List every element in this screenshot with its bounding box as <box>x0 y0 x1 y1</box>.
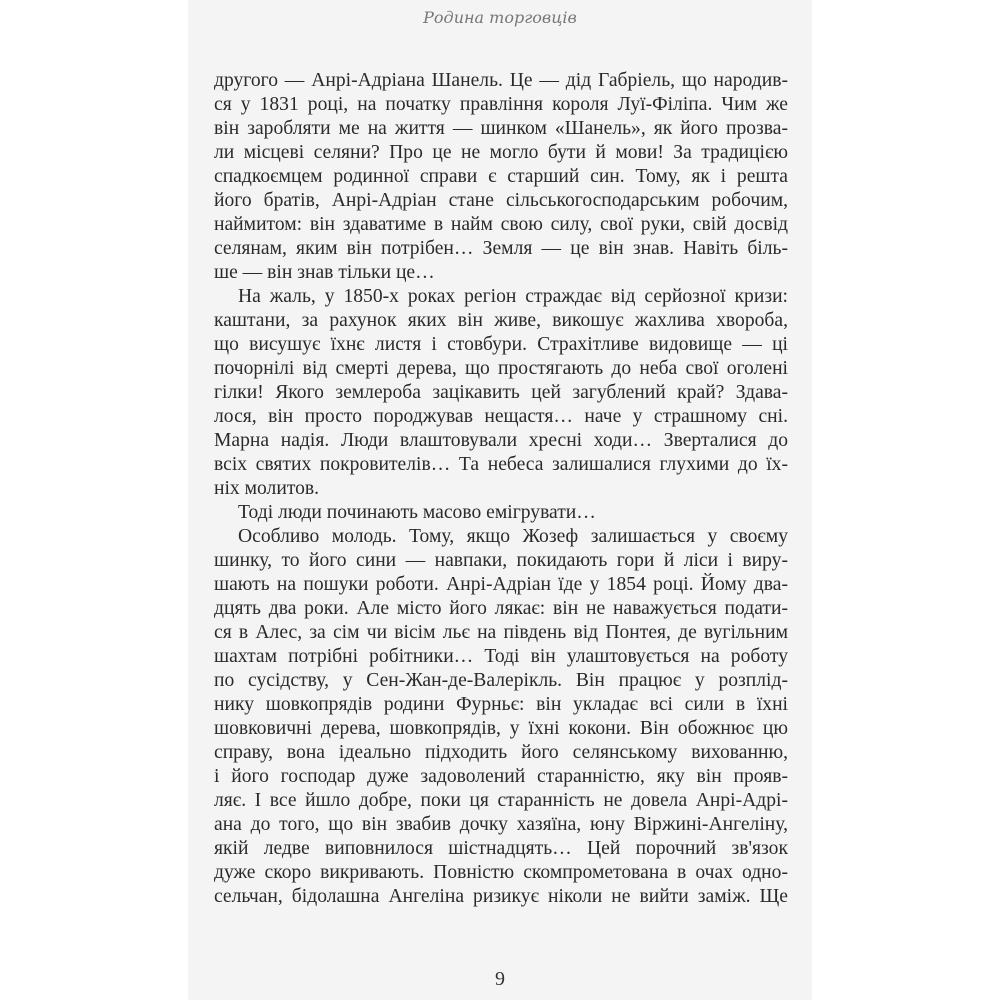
text-line: ана до того, що він звабив дочку хазяїна, юну Віржині-Ангеліну, <box>214 814 788 835</box>
text-line: справу, вона ідеально підходить його селянському вихованню, <box>214 742 788 763</box>
text-line: гілки! Якого землероба зацікавить цей загублений край? Здава- <box>214 382 788 403</box>
text-line: всіх святих покровителів… Та небеса залишалися глухими до їх- <box>214 454 788 475</box>
text-line: сельчан, бідолашна Ангеліна ризикує ніколи не вийти заміж. Ще <box>214 886 788 907</box>
text-line: ше — він знав тільки це… <box>214 262 435 283</box>
text-line: шовковичні дерева, шовкопрядів, у їхні кокони. Він обожнює цю <box>214 718 788 739</box>
text-line: другого — Анрі-Адріана Шанель. Це — дід Габріель, що народив- <box>214 70 788 91</box>
text-line: ся у 1831 році, на початку правління короля Луї-Філіпа. Чим же <box>214 94 788 115</box>
text-line: ся в Алес, за сім чи вісім льє на південь від Понтея, де вугільним <box>214 622 788 643</box>
text-line: селянам, яким він потрібен… Земля — це він знав. Навіть біль- <box>214 238 788 259</box>
text-line: шинку, то його сини — навпаки, покидають гори й ліси і виру- <box>214 550 788 571</box>
text-line: він заробляти ме на життя — шинком «Шанель», як його прозва- <box>214 118 788 139</box>
text-line: шають на пошуки роботи. Анрі-Адріан їде у 1854 році. Йому два- <box>214 574 788 595</box>
text-line: що висушує їхнє листя і стовбури. Страхітливе видовище — ці <box>214 334 788 355</box>
text-line: ли місцеві селяни? Про це не могло бути й мови! За традицією <box>214 142 788 163</box>
text-line: Особливо молодь. Тому, якщо Жозеф залишається у своєму <box>238 526 788 547</box>
text-line: його братів, Анрі-Адріан стане сільськогосподарським робочим, <box>214 190 788 211</box>
running-head: Родина торговців <box>423 8 577 27</box>
text-line: спадкоємцем родинної справи є старший син. Тому, як і решта <box>214 166 788 187</box>
text-line: і його господар дуже задоволений старанністю, яку він прояв- <box>214 766 788 787</box>
text-line: почорнілі від смерті дерева, що простягають до неба свої оголені <box>214 358 788 379</box>
text-line: нику шовкопрядів родини Фурньє: він укладає всі сили в їхні <box>214 694 788 715</box>
book-page <box>188 0 812 1000</box>
text-line: якій ледве виповнилося шістнадцять… Цей порочний зв'язок <box>214 838 788 859</box>
text-line: по сусідству, у Сен-Жан-де-Валерікль. Він працює у розплід- <box>214 670 788 691</box>
text-line: ляє. І все йшло добре, поки ця старанність не довела Анрі-Адрі- <box>214 790 788 811</box>
body-text <box>214 69 788 909</box>
text-line: Тоді люди починають масово емігрувати… <box>238 502 596 523</box>
text-line: наймитом: він здаватиме в найм свою силу, свої руки, свій досвід <box>214 214 788 235</box>
text-line: дцять два роки. Але місто його лякає: він не наважується подати- <box>214 598 788 619</box>
page-number: 9 <box>495 968 505 990</box>
text-line: дуже скоро викривають. Повністю скомпрометована в очах одно- <box>214 862 788 883</box>
text-line: шахтам потрібні робітники… Тоді він улаштовується на роботу <box>214 646 788 667</box>
text-line: Марна надія. Люди влаштовували хресні ходи… Зверталися до <box>214 430 788 451</box>
text-line: На жаль, у 1850-х роках регіон страждає від серйозної кризи: <box>238 286 788 307</box>
text-line: лося, він просто породжував нещастя… наче у страшному сні. <box>214 406 788 427</box>
text-line: каштани, за рахунок яких він живе, викошує жахлива хвороба, <box>214 310 788 331</box>
text-line: ніх молитов. <box>214 478 320 499</box>
